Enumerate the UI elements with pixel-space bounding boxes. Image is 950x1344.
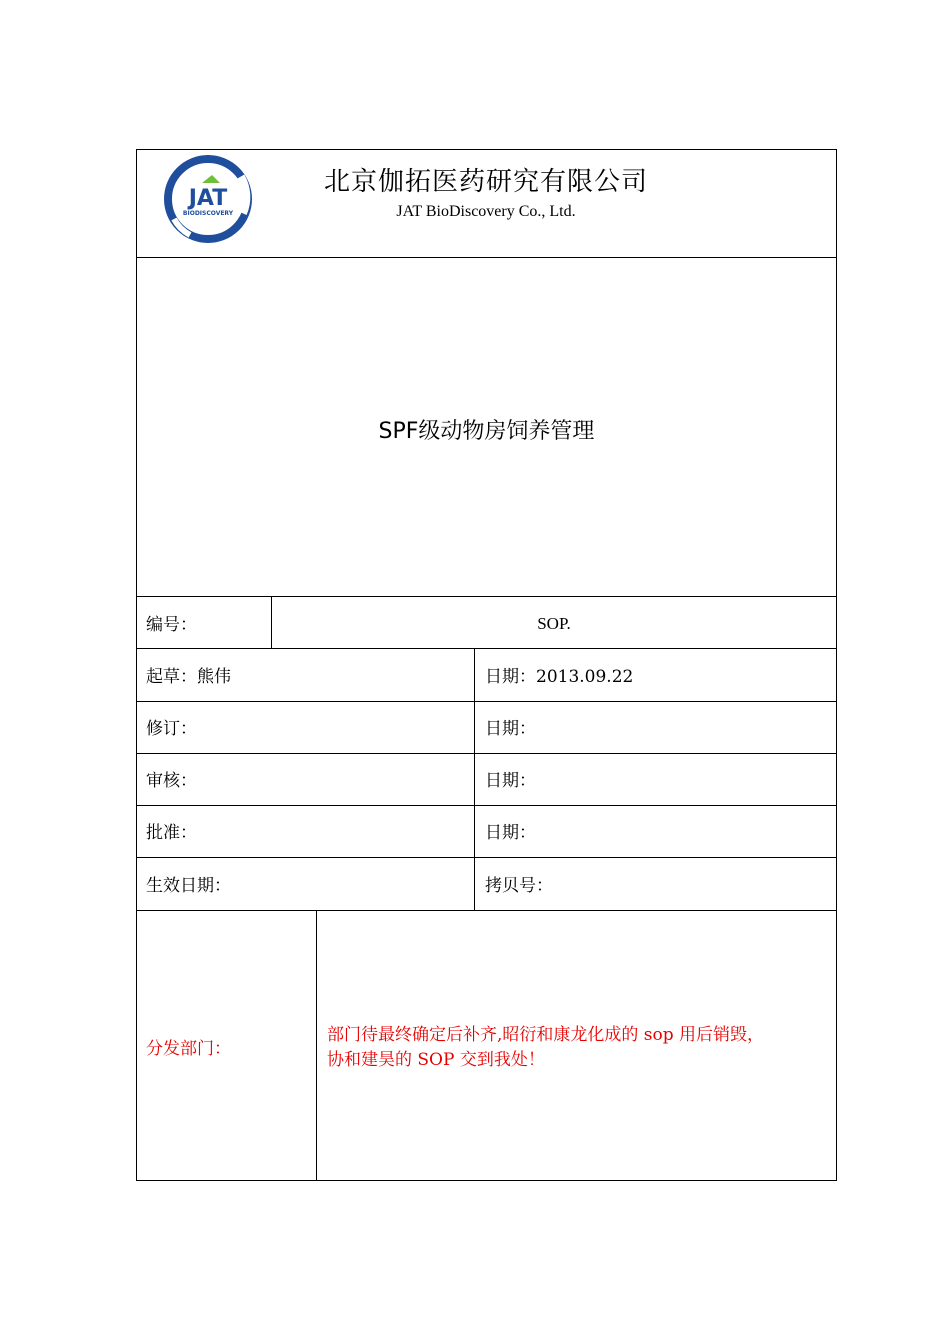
logo-text: JAT — [188, 186, 228, 211]
distribution-note-line: 协和建昊的 SOP 交到我处！ — [327, 1050, 545, 1070]
revision-label: 修订： — [146, 719, 197, 739]
logo-subtext: BIODISCOVERY — [182, 210, 234, 217]
approve-date: 日期： — [485, 823, 536, 843]
divider — [136, 701, 837, 702]
divider — [136, 257, 837, 258]
number-value: SOP. — [537, 614, 571, 633]
divider — [136, 648, 837, 649]
document-sheet — [136, 149, 837, 1181]
divider — [316, 910, 317, 1181]
review-label: 审核： — [146, 771, 197, 791]
divider — [136, 596, 837, 597]
divider — [474, 648, 475, 910]
copy-number-label: 拷贝号： — [485, 876, 553, 896]
distribution-label: 分发部门： — [146, 1039, 231, 1059]
distribution-note-line: 部门待最终确定后补齐,昭衍和康龙化成的 sop 用后销毁， — [327, 1025, 765, 1045]
company-name-en: JAT BioDiscovery Co., Ltd. — [396, 203, 576, 220]
company-logo — [162, 153, 254, 245]
revision-date: 日期： — [485, 719, 536, 739]
number-label: 编号： — [146, 615, 197, 635]
divider — [136, 805, 837, 806]
draft-date: 日期：2013.09.22 — [485, 667, 634, 687]
effective-date-label: 生效日期： — [146, 876, 231, 896]
divider — [136, 753, 837, 754]
company-name-cn: 北京伽拓医药研究有限公司 — [323, 167, 648, 197]
distribution-note — [327, 1023, 827, 1073]
divider — [136, 910, 837, 911]
document-title: SPF级动物房饲养管理 — [378, 419, 595, 444]
approve-label: 批准： — [146, 823, 197, 843]
draft-label: 起草：熊伟 — [146, 667, 231, 687]
review-date: 日期： — [485, 771, 536, 791]
divider — [136, 857, 837, 858]
